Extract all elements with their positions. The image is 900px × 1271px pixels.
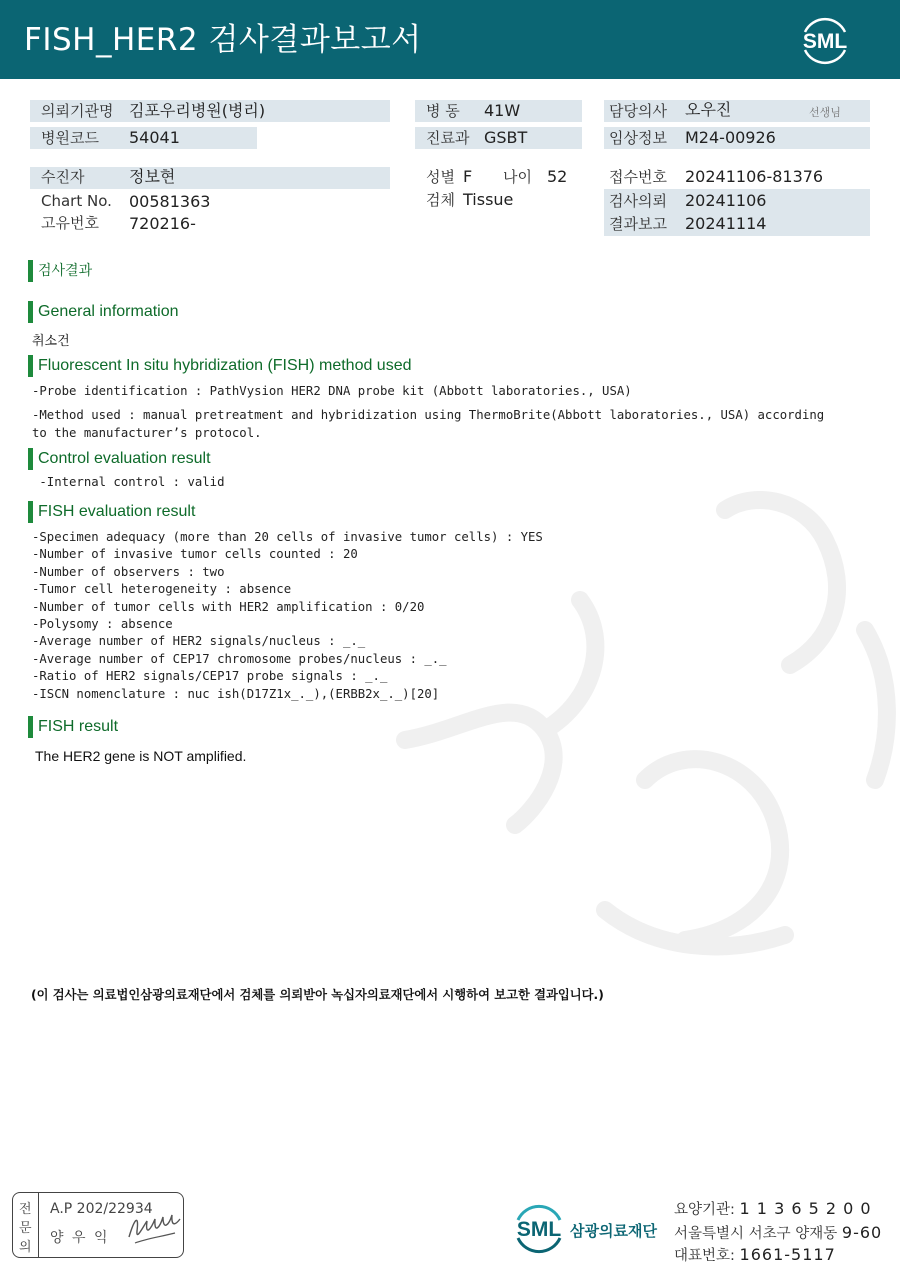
control-heading: Control evaluation result (28, 448, 211, 470)
examinee-value: 정보현 (129, 167, 176, 186)
evaluation-line: -Number of tumor cells with HER2 amplification : 0/20 (32, 599, 425, 614)
address-text: 서울특별시 서초구 양재동 (674, 1226, 838, 1242)
phone-line (674, 1244, 836, 1265)
evaluation-line: -Polysomy : absence (32, 617, 173, 631)
request-label: 검사의뢰 (609, 192, 667, 210)
general-heading: General information (28, 301, 179, 323)
age-value: 52 (547, 167, 568, 186)
hospital-code-value: 54041 (129, 128, 180, 147)
institution-value: 김포우리병원(병리) (129, 101, 266, 120)
care-number: 1 1 3 6 5 2 0 0 (739, 1199, 872, 1218)
receipt-label: 접수번호 (609, 168, 667, 186)
sex-value: F (463, 167, 473, 186)
specimen-label: 검체 (426, 191, 455, 209)
stamp-side-label (13, 1193, 39, 1257)
evaluation-line: -Average number of HER2 signals/nucleus : _._ (32, 634, 366, 649)
ward-value: 41W (484, 101, 521, 120)
chart-value: 00581363 (129, 192, 211, 211)
stamp-side-char: 의 (19, 1240, 32, 1255)
doctor-label: 담당의사 (609, 102, 667, 120)
pathologist-stamp (12, 1192, 184, 1258)
license-number: A.P 202/22934 (50, 1201, 153, 1217)
specimen-value: Tissue (463, 190, 514, 209)
address-number: 9-60 (841, 1223, 883, 1242)
evaluation-line: -ISCN nomenclature : nuc ish(D17Z1x_._),(ERBB2x_._)[20] (32, 686, 440, 701)
age-label: 나이 (503, 168, 532, 186)
header-logo-text: SML (802, 30, 848, 53)
chart-label: Chart No. (41, 192, 112, 210)
watermark-logo-icon (395, 480, 900, 960)
footer-logo-text: SML (516, 1218, 562, 1241)
doctor-value: 오우진 (685, 100, 732, 119)
department-label: 진료과 (426, 129, 470, 147)
institution-label: 의뢰기관명 (41, 102, 114, 120)
evaluation-heading: FISH evaluation result (28, 501, 195, 523)
clinical-value: M24-00926 (685, 128, 776, 147)
sml-logo-icon (796, 12, 854, 66)
control-line: -Internal control : valid (32, 475, 225, 489)
examinee-label: 수진자 (41, 168, 85, 186)
evaluation-line: -Number of observers : two (32, 564, 225, 579)
evaluation-line: -Average number of CEP17 chromosome probes/nucleus : _._ (32, 651, 447, 666)
evaluation-line: -Ratio of HER2 signals/CEP17 probe signals : _._ (32, 669, 388, 684)
signature-icon (125, 1207, 183, 1247)
footer-org-name: 삼광의료재단 (570, 1222, 657, 1240)
fish-result-text: The HER2 gene is NOT amplified. (35, 748, 247, 764)
report-title: FISH_HER2 검사결과보고서 (24, 22, 422, 58)
stamp-side-char: 전 (19, 1202, 32, 1217)
method-line: -Probe identification : PathVysion HER2 DNA probe kit (Abbott laboratories., USA) (32, 384, 632, 398)
receipt-value: 20241106-81376 (685, 167, 824, 186)
lab-note: (이 검사는 의료법인삼광의료재단에서 검체를 의뢰받아 녹십자의료재단에서 시행하여 보고한 결과입니다.) (31, 988, 604, 1002)
id-label: 고유번호 (41, 214, 99, 232)
method-heading: Fluorescent In situ hybridization (FISH) method used (28, 355, 412, 377)
id-value: 720216- (129, 214, 196, 233)
general-text: 취소건 (32, 334, 70, 349)
hospital-code-label: 병원코드 (41, 129, 99, 147)
care-institution-line (674, 1198, 872, 1219)
phone-number: 1661-5117 (739, 1245, 836, 1264)
report-value: 20241114 (685, 214, 767, 233)
stamp-side-char: 문 (19, 1221, 32, 1236)
evaluation-line: -Number of invasive tumor cells counted : 20 (32, 547, 358, 562)
report-header (0, 0, 900, 79)
method-line: to the manufacturer’s protocol. (32, 426, 262, 440)
phone-label: 대표번호: (674, 1248, 735, 1264)
footer-logo-icon (510, 1200, 568, 1254)
method-line: -Method used : manual pretreatment and hybridization using ThermoBrite(Abbott laboratories., USA) according (32, 408, 825, 422)
clinical-label: 임상정보 (609, 129, 667, 147)
sex-label: 성별 (426, 168, 455, 186)
doctor-suffix: 선생님 (809, 106, 841, 119)
request-value: 20241106 (685, 191, 767, 210)
ward-label: 병 동 (426, 102, 460, 120)
pathologist-name: 양 우 익 (50, 1230, 110, 1246)
fish-result-heading: FISH result (28, 716, 118, 738)
evaluation-line: -Tumor cell heterogeneity : absence (32, 582, 292, 597)
address-line (674, 1222, 882, 1243)
report-label: 결과보고 (609, 215, 667, 233)
evaluation-line: -Specimen adequacy (more than 20 cells of invasive tumor cells) : YES (32, 530, 543, 544)
care-label: 요양기관: (674, 1202, 735, 1218)
department-value: GSBT (484, 128, 528, 147)
results-heading: 검사결과 (28, 260, 92, 282)
